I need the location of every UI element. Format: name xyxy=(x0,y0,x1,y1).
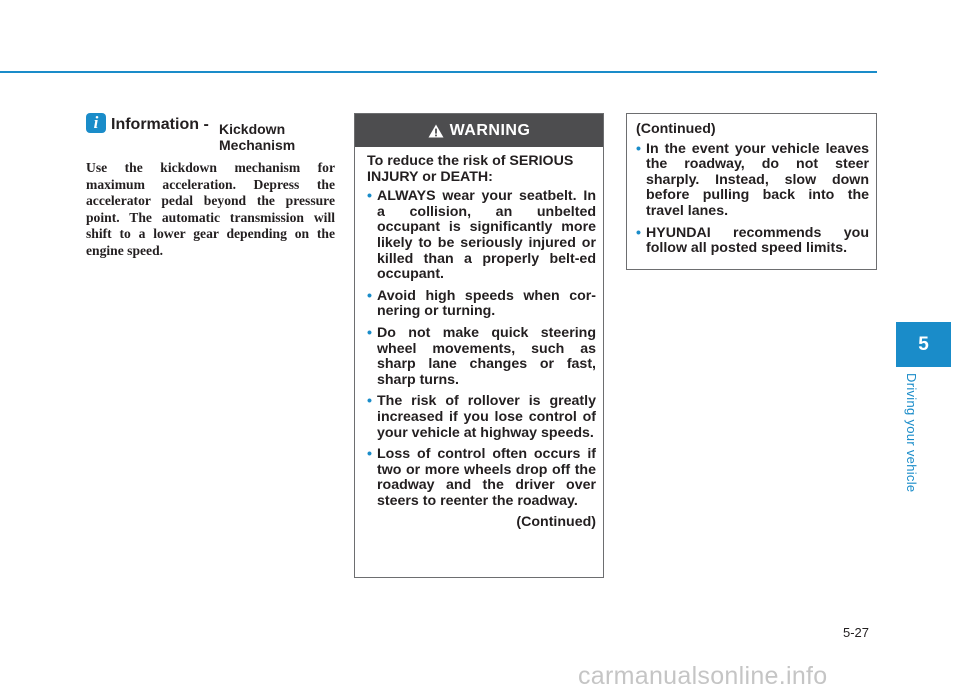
warning-header xyxy=(355,114,603,147)
information-title: Kickdown Mechanism xyxy=(219,121,296,153)
warning-triangle-icon xyxy=(428,124,444,138)
warning-item: • Do not make quick steering wheel movements, such as sharp lane changes or fast, sharp turns. xyxy=(367,324,596,388)
info-icon: i xyxy=(86,113,106,133)
continued-header: (Continued) xyxy=(636,121,716,137)
warning-item: • The risk of rollover is greatly increased if you lose control of your vehicle at highway speeds. xyxy=(367,393,596,441)
top-rule xyxy=(0,71,877,73)
bullet-icon: • xyxy=(367,188,372,205)
bullet-icon: • xyxy=(367,324,372,341)
warning-content xyxy=(355,147,603,531)
warning-item: • ALWAYS wear your seatbelt. In a collision, an unbelted occupant is significantly more likely to be seriously injured or killed than a properly belt-ed occupant. xyxy=(367,188,596,283)
bullet-icon: • xyxy=(367,393,372,410)
chapter-title: Driving your vehicle xyxy=(904,373,919,493)
warning-intro: To reduce the risk of SERIOUS INJURY or DEATH: xyxy=(367,153,574,185)
bullet-icon: • xyxy=(636,140,641,157)
continued-box xyxy=(626,113,877,270)
warning-box xyxy=(354,113,604,578)
information-body: Use the kickdown mechanism for maximum acceleration. Depress the accelerator pedal beyond the pressure point. The automatic transmission will shift to a lower gear depending on the engine speed. xyxy=(86,160,335,258)
warning-list xyxy=(367,189,596,509)
watermark: carmanualsonline.info xyxy=(578,662,828,690)
bullet-icon: • xyxy=(636,224,641,241)
continued-item: • In the event your vehicle leaves the roadway, do not steer sharply. Instead, slow down before pulling back into the travel lanes. xyxy=(636,140,869,219)
continued-content xyxy=(627,114,876,257)
bullet-icon: • xyxy=(367,446,372,463)
warning-item: • Avoid high speeds when cor-nering or turning. xyxy=(367,287,596,320)
information-label: Information - xyxy=(111,116,209,133)
chapter-number-tab: 5 xyxy=(896,322,951,367)
page-number: 5-27 xyxy=(843,625,870,640)
continued-label: (Continued) xyxy=(516,514,596,531)
continued-list xyxy=(636,142,869,257)
warning-title: WARNING xyxy=(449,121,531,139)
warning-item: • Loss of control often occurs if two or more wheels drop off the roadway and the driver over steers to reenter the roadway. xyxy=(367,446,596,509)
continued-item: • HYUNDAI recommends you follow all posted speed limits. xyxy=(636,224,869,257)
bullet-icon: • xyxy=(367,287,372,304)
